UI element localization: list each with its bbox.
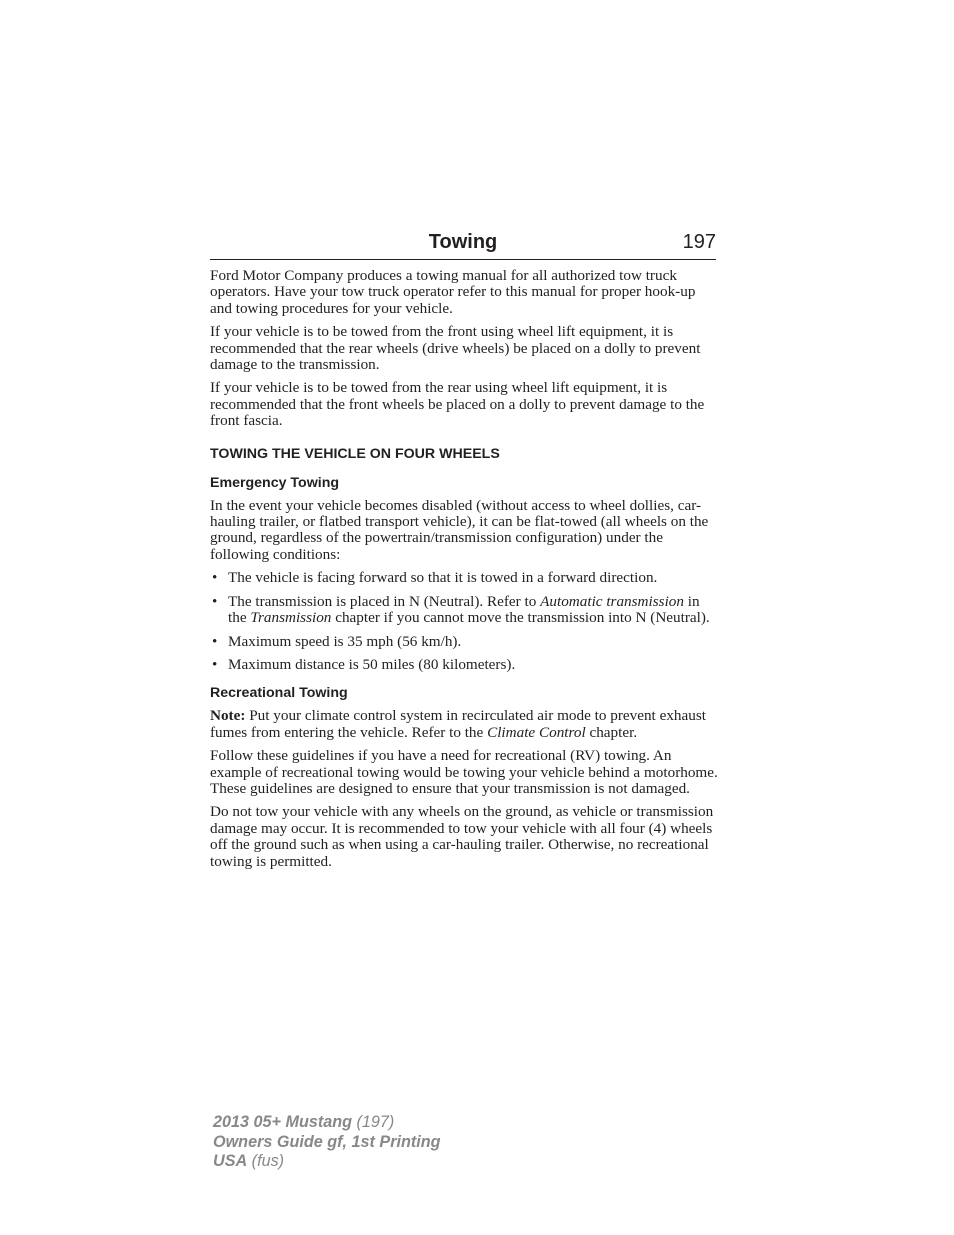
footer-line: USA (fus) <box>213 1152 285 1171</box>
bullet-icon: • <box>212 655 218 673</box>
list-item-text: The transmission is placed in N (Neutral). Refer to <box>228 592 541 610</box>
page-number: 197 <box>682 231 716 253</box>
note-label: Note: <box>210 707 246 725</box>
page-header <box>210 229 716 260</box>
list-item <box>210 570 720 586</box>
list-item <box>210 594 720 627</box>
list-item <box>210 657 720 673</box>
page-title: Towing <box>428 231 498 253</box>
bullet-icon: • <box>212 569 218 587</box>
recreational-towing-heading: Recreational Towing <box>210 685 348 702</box>
list-item-text: The vehicle is facing forward so that it is towed in a forward direction. <box>228 569 658 587</box>
page-content <box>210 268 720 877</box>
page-footer <box>213 1113 441 1172</box>
intro-paragraph: If your vehicle is to be towed from the front using wheel lift equipment, it is recommended that the rear wheels (drive wheels) be placed on a dolly to prevent damage to the transmission. <box>210 323 701 374</box>
bullet-icon: • <box>212 632 218 650</box>
cross-reference: Transmission <box>250 609 332 627</box>
footer-line: 2013 05+ Mustang (197) <box>213 1113 395 1131</box>
conditions-list <box>210 570 720 673</box>
intro-paragraph: If your vehicle is to be towed from the rear using wheel lift equipment, it is recommended that the front wheels be placed on a dolly to prevent damage to the front fascia. <box>210 379 705 430</box>
list-item-text: Maximum distance is 50 miles (80 kilometers). <box>228 655 516 673</box>
footer-line: Owners Guide gf, 1st Printing <box>213 1132 441 1151</box>
list-item-text: chapter if you cannot move the transmission into N (Neutral). <box>331 609 710 627</box>
list-item-text: in the <box>228 592 700 627</box>
bullet-icon: • <box>212 592 218 610</box>
cross-reference: Climate Control <box>487 723 586 741</box>
intro-paragraph: Ford Motor Company produces a towing manual for all authorized tow truck operators. Have your tow truck operator refer to this manual for proper hook-up and towing procedures for your vehicle. <box>210 267 696 317</box>
list-item-text: Maximum speed is 35 mph (56 km/h). <box>228 632 462 650</box>
emergency-towing-heading: Emergency Towing <box>210 474 340 491</box>
cross-reference: Automatic transmission <box>540 592 684 610</box>
recreational-paragraph: Do not tow your vehicle with any wheels on the ground, as vehicle or transmission damage may occur. It is recommended to tow your vehicle with all four (4) wheels off the ground such as when using a car-hauling trailer. Otherwise, no recreational towing is permitted. <box>210 803 714 870</box>
recreational-paragraph: Follow these guidelines if you have a need for recreational (RV) towing. An example of recreational towing would be towing your vehicle behind a motorhome. These guidelines are designed to ensure that your transmission is not damaged. <box>210 747 718 797</box>
list-item <box>210 634 720 650</box>
section-heading: TOWING THE VEHICLE ON FOUR WHEELS <box>210 445 500 462</box>
emergency-towing-text: In the event your vehicle becomes disabled (without access to wheel dollies, car-hauling trailer, or flatbed transport vehicle), it can be flat-towed (all wheels on the ground, regardless of the powertrain/transmission configuration) under the following conditions: <box>210 496 709 563</box>
note-paragraph: Note: Put your climate control system in recirculated air mode to prevent exhaust fumes from entering the vehicle. Refer to the Climate Control chapter. <box>210 707 706 741</box>
